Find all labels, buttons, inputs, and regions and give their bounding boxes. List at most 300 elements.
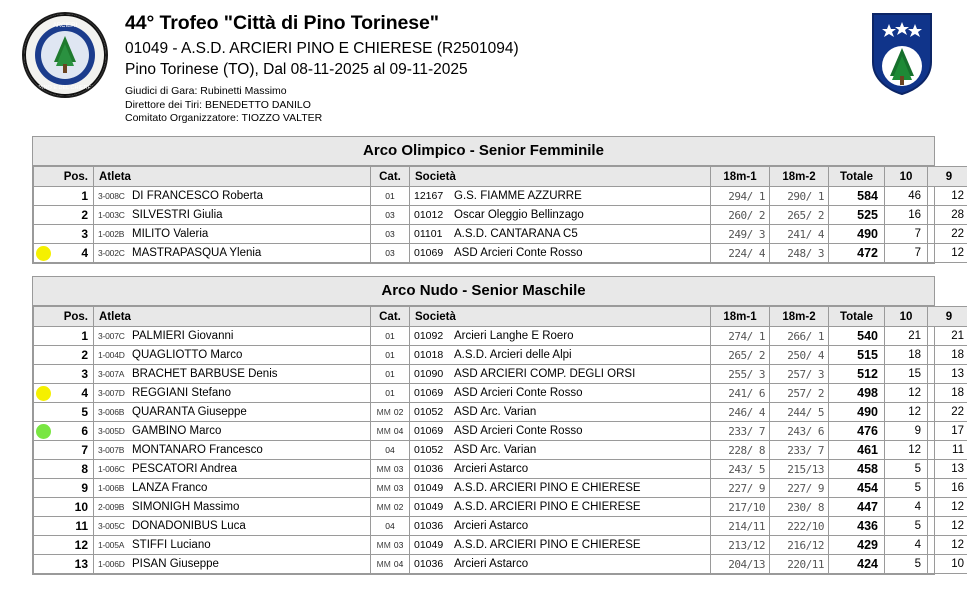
- cell-total: 512: [829, 365, 885, 384]
- societa-name: ASD Arcieri Conte Rosso: [454, 387, 583, 399]
- societa-name: ASD ARCIERI COMP. DEGLI ORSI: [454, 368, 636, 380]
- cell-atleta: [94, 225, 371, 244]
- cell-societa: [410, 536, 711, 555]
- master-flag: MM: [376, 483, 391, 493]
- cell-score-18m-2: 257/ 2: [770, 384, 829, 403]
- cell-count-9: 18: [928, 384, 967, 403]
- categoria-code: 03: [385, 210, 395, 220]
- results-table: [33, 306, 967, 574]
- cell-total: 540: [829, 327, 885, 346]
- cell-count-10: 18: [885, 346, 928, 365]
- societa-code: 01092: [414, 330, 444, 342]
- cell-categoria: [371, 403, 410, 422]
- cell-total: 490: [829, 403, 885, 422]
- cell-score-18m-1: 213/12: [711, 536, 770, 555]
- results-table: [33, 166, 967, 263]
- cell-score-18m-2: 244/ 5: [770, 403, 829, 422]
- row-marker-cell: [34, 346, 56, 365]
- section-title: Arco Olimpico - Senior Femminile: [33, 137, 934, 166]
- cell-score-18m-2: 241/ 4: [770, 225, 829, 244]
- cell-score-18m-2: 257/ 3: [770, 365, 829, 384]
- cell-count-9: 13: [928, 365, 967, 384]
- societa-name: A.S.D. ARCIERI PINO E CHIERESE: [454, 501, 641, 513]
- column-header-10: 10: [885, 307, 928, 327]
- qualified-marker-icon: [36, 246, 51, 261]
- table-row: [34, 244, 967, 263]
- cell-total: 498: [829, 384, 885, 403]
- societa-code: 01018: [414, 349, 444, 361]
- table-row: [34, 555, 967, 574]
- cell-total: 429: [829, 536, 885, 555]
- categoria-code: 03: [385, 229, 395, 239]
- cell-categoria: [371, 517, 410, 536]
- cell-total: 447: [829, 498, 885, 517]
- categoria-code: 01: [385, 331, 395, 341]
- athlete-target-code: 1-006D: [98, 559, 125, 569]
- societa-name: A.S.D. ARCIERI PINO E CHIERESE: [454, 482, 641, 494]
- cell-atleta: [94, 536, 371, 555]
- cell-score-18m-2: 290/ 1: [770, 187, 829, 206]
- cell-score-18m-2: 250/ 4: [770, 346, 829, 365]
- results-sections: [0, 136, 967, 575]
- table-row: [34, 365, 967, 384]
- table-row: [34, 403, 967, 422]
- categoria-code: 03: [393, 464, 404, 474]
- master-flag: MM: [376, 502, 391, 512]
- cell-score-18m-1: 241/ 6: [711, 384, 770, 403]
- cell-atleta: [94, 384, 371, 403]
- row-marker-cell: [34, 555, 56, 574]
- judges-line: Giudici di Gara: Rubinetti Massimo: [125, 85, 287, 97]
- athlete-name: PALMIERI Giovanni: [132, 330, 234, 342]
- column-header-18m-1: 18m-1: [711, 167, 770, 187]
- categoria-code: 02: [393, 502, 404, 512]
- cell-score-18m-2: 230/ 8: [770, 498, 829, 517]
- cell-societa: [410, 206, 711, 225]
- cell-total: 525: [829, 206, 885, 225]
- societa-name: A.S.D. Arcieri delle Alpi: [454, 349, 572, 361]
- cell-count-10: 4: [885, 498, 928, 517]
- cell-position: 10: [56, 498, 94, 517]
- cell-count-9: 12: [928, 244, 967, 263]
- column-header-9: 9: [928, 167, 967, 187]
- cell-atleta: [94, 346, 371, 365]
- cell-score-18m-1: 260/ 2: [711, 206, 770, 225]
- societa-code: 01049: [414, 539, 444, 551]
- cell-score-18m-1: 217/10: [711, 498, 770, 517]
- cell-count-10: 9: [885, 422, 928, 441]
- cell-societa: [410, 327, 711, 346]
- section-title: Arco Nudo - Senior Maschile: [33, 277, 934, 306]
- column-header-totale: Totale: [829, 307, 885, 327]
- athlete-target-code: 3-007D: [98, 388, 125, 398]
- document-header: [0, 0, 967, 136]
- athlete-name: QUARANTA Giuseppe: [132, 406, 247, 418]
- page-title: 44° Trofeo "Città di Pino Torinese": [125, 12, 439, 34]
- athlete-target-code: 1-002B: [98, 229, 125, 239]
- athlete-target-code: 3-007A: [98, 369, 125, 379]
- cell-societa: [410, 479, 711, 498]
- svg-text:ARCIERI: ARCIERI: [52, 23, 78, 29]
- cell-categoria: [371, 187, 410, 206]
- cell-score-18m-2: 216/12: [770, 536, 829, 555]
- cell-count-10: 15: [885, 365, 928, 384]
- cell-atleta: [94, 498, 371, 517]
- cell-atleta: [94, 460, 371, 479]
- athlete-name: DI FRANCESCO Roberta: [132, 190, 264, 202]
- master-flag: MM: [376, 407, 391, 417]
- column-header-cat: Cat.: [371, 167, 410, 187]
- table-row: [34, 187, 967, 206]
- athlete-target-code: 1-006C: [98, 464, 125, 474]
- cell-score-18m-2: 233/ 7: [770, 441, 829, 460]
- cell-count-9: 16: [928, 479, 967, 498]
- column-header-societa: Società: [410, 167, 711, 187]
- cell-categoria: [371, 225, 410, 244]
- categoria-code: 01: [385, 191, 395, 201]
- table-row: [34, 422, 967, 441]
- column-header-18m-2: 18m-2: [770, 167, 829, 187]
- cell-position: 13: [56, 555, 94, 574]
- cell-position: 9: [56, 479, 94, 498]
- cell-atleta: [94, 244, 371, 263]
- cell-score-18m-2: 227/ 9: [770, 479, 829, 498]
- cell-categoria: [371, 365, 410, 384]
- societa-code: 01049: [414, 501, 444, 513]
- cell-score-18m-1: 224/ 4: [711, 244, 770, 263]
- cell-count-9: 22: [928, 225, 967, 244]
- categoria-code: 04: [385, 445, 395, 455]
- athlete-name: SIMONIGH Massimo: [132, 501, 240, 513]
- athlete-name: GAMBINO Marco: [132, 425, 222, 437]
- cell-categoria: [371, 536, 410, 555]
- organizing-committee-line: Comitato Organizzatore: TIOZZO VALTER: [125, 112, 323, 124]
- categoria-code: 04: [393, 559, 404, 569]
- cell-societa: [410, 225, 711, 244]
- cell-societa: [410, 517, 711, 536]
- cell-atleta: [94, 206, 371, 225]
- header-marker-cell: [34, 307, 56, 327]
- cell-categoria: [371, 327, 410, 346]
- cell-atleta: [94, 555, 371, 574]
- societa-code: 01052: [414, 444, 444, 456]
- athlete-name: STIFFI Luciano: [132, 539, 211, 551]
- athlete-target-code: 1-005A: [98, 540, 125, 550]
- row-marker-cell: [34, 384, 56, 403]
- table-header-row: [34, 167, 967, 187]
- cell-count-9: 12: [928, 498, 967, 517]
- categoria-code: 04: [393, 426, 404, 436]
- athlete-name: LANZA Franco: [132, 482, 208, 494]
- column-header-18m-1: 18m-1: [711, 307, 770, 327]
- column-header-totale: Totale: [829, 167, 885, 187]
- row-marker-cell: [34, 441, 56, 460]
- cell-count-10: 5: [885, 555, 928, 574]
- athlete-target-code: 1-006B: [98, 483, 125, 493]
- societa-name: Arcieri Astarco: [454, 463, 529, 475]
- cell-score-18m-1: 249/ 3: [711, 225, 770, 244]
- row-marker-cell: [34, 517, 56, 536]
- cell-societa: [410, 365, 711, 384]
- cell-societa: [410, 555, 711, 574]
- cell-position: 3: [56, 225, 94, 244]
- cell-position: 4: [56, 244, 94, 263]
- cell-count-10: 12: [885, 441, 928, 460]
- societa-name: Oscar Oleggio Bellinzago: [454, 209, 584, 221]
- table-row: [34, 479, 967, 498]
- cell-societa: [410, 244, 711, 263]
- cell-position: 1: [56, 327, 94, 346]
- row-marker-cell: [34, 327, 56, 346]
- row-marker-cell: [34, 536, 56, 555]
- athlete-name: MASTRAPASQUA Ylenia: [132, 247, 262, 259]
- categoria-code: 01: [385, 350, 395, 360]
- cell-total: 454: [829, 479, 885, 498]
- societa-code: 01052: [414, 406, 444, 418]
- cell-categoria: [371, 206, 410, 225]
- cell-total: 472: [829, 244, 885, 263]
- table-row: [34, 498, 967, 517]
- societa-name: Arcieri Langhe E Roero: [454, 330, 574, 342]
- cell-total: 490: [829, 225, 885, 244]
- cell-score-18m-1: 228/ 8: [711, 441, 770, 460]
- cell-count-10: 21: [885, 327, 928, 346]
- societa-name: ASD Arc. Varian: [454, 406, 537, 418]
- athlete-name: MONTANARO Francesco: [132, 444, 263, 456]
- cell-atleta: [94, 187, 371, 206]
- row-marker-cell: [34, 244, 56, 263]
- athlete-name: QUAGLIOTTO Marco: [132, 349, 243, 361]
- table-row: [34, 536, 967, 555]
- cell-count-10: 46: [885, 187, 928, 206]
- master-flag: MM: [376, 464, 391, 474]
- cell-categoria: [371, 555, 410, 574]
- cell-score-18m-1: 255/ 3: [711, 365, 770, 384]
- cell-count-9: 18: [928, 346, 967, 365]
- societa-name: Arcieri Astarco: [454, 558, 529, 570]
- athlete-name: REGGIANI Stefano: [132, 387, 232, 399]
- cell-total: 458: [829, 460, 885, 479]
- societa-code: 01069: [414, 425, 444, 437]
- cell-count-10: 12: [885, 403, 928, 422]
- societa-code: 12167: [414, 190, 444, 202]
- cell-atleta: [94, 327, 371, 346]
- cell-categoria: [371, 479, 410, 498]
- table-header-row: [34, 307, 967, 327]
- column-header-societa: Società: [410, 307, 711, 327]
- row-marker-cell: [34, 365, 56, 384]
- qualified-marker-icon: [36, 424, 51, 439]
- row-marker-cell: [34, 422, 56, 441]
- cell-total: 515: [829, 346, 885, 365]
- header-marker-cell: [34, 167, 56, 187]
- athlete-target-code: 3-005D: [98, 426, 125, 436]
- cell-count-10: 5: [885, 517, 928, 536]
- cell-atleta: [94, 422, 371, 441]
- table-row: [34, 441, 967, 460]
- cell-count-9: 12: [928, 187, 967, 206]
- table-row: [34, 206, 967, 225]
- table-row: [34, 327, 967, 346]
- athlete-target-code: 2-009B: [98, 502, 125, 512]
- cell-count-10: 5: [885, 460, 928, 479]
- cell-atleta: [94, 365, 371, 384]
- cell-score-18m-1: 265/ 2: [711, 346, 770, 365]
- athlete-name: MILITO Valeria: [132, 228, 209, 240]
- cell-categoria: [371, 346, 410, 365]
- cell-societa: [410, 460, 711, 479]
- cell-count-10: 5: [885, 479, 928, 498]
- cell-societa: [410, 187, 711, 206]
- categoria-code: 03: [393, 483, 404, 493]
- column-header-atleta: Atleta: [94, 307, 371, 327]
- societa-name: G.S. FIAMME AZZURRE: [454, 190, 582, 202]
- cell-societa: [410, 498, 711, 517]
- societa-code: 01036: [414, 558, 444, 570]
- cell-count-10: 16: [885, 206, 928, 225]
- societa-code: 01069: [414, 247, 444, 259]
- athlete-target-code: 3-008C: [98, 191, 125, 201]
- cell-atleta: [94, 479, 371, 498]
- shooting-director-line: Direttore dei Tiri: BENEDETTO DANILO: [125, 98, 311, 111]
- row-marker-cell: [34, 403, 56, 422]
- cell-score-18m-2: 222/10: [770, 517, 829, 536]
- qualified-marker-icon: [36, 386, 51, 401]
- svg-text:DI PINO E DEL CHIERESE: DI PINO E DEL CHIERESE: [31, 85, 99, 91]
- societa-name: ASD Arcieri Conte Rosso: [454, 425, 583, 437]
- societa-code: 01101: [414, 228, 443, 240]
- athlete-name: BRACHET BARBUSE Denis: [132, 368, 278, 380]
- cell-score-18m-1: 274/ 1: [711, 327, 770, 346]
- table-row: [34, 346, 967, 365]
- athlete-name: PESCATORI Andrea: [132, 463, 238, 475]
- categoria-code: 04: [385, 521, 395, 531]
- athlete-target-code: 1-003C: [98, 210, 125, 220]
- cell-total: 584: [829, 187, 885, 206]
- location-date-line: Pino Torinese (TO), Dal 08-11-2025 al 09-11-2025: [125, 61, 468, 78]
- cell-atleta: [94, 517, 371, 536]
- athlete-target-code: 3-006B: [98, 407, 125, 417]
- cell-count-9: 17: [928, 422, 967, 441]
- cell-score-18m-2: 266/ 1: [770, 327, 829, 346]
- cell-count-10: 4: [885, 536, 928, 555]
- categoria-code: 03: [385, 248, 395, 258]
- societa-name: ASD Arcieri Conte Rosso: [454, 247, 583, 259]
- cell-atleta: [94, 403, 371, 422]
- cell-societa: [410, 422, 711, 441]
- column-header-atleta: Atleta: [94, 167, 371, 187]
- results-section: [32, 136, 964, 264]
- cell-position: 1: [56, 187, 94, 206]
- cell-score-18m-1: 243/ 5: [711, 460, 770, 479]
- cell-score-18m-1: 214/11: [711, 517, 770, 536]
- societa-code: 01036: [414, 463, 444, 475]
- cell-count-9: 11: [928, 441, 967, 460]
- societa-name: ASD Arc. Varian: [454, 444, 537, 456]
- master-flag: MM: [376, 426, 391, 436]
- cell-total: 436: [829, 517, 885, 536]
- categoria-code: 01: [385, 369, 395, 379]
- table-row: [34, 460, 967, 479]
- comune-crest-icon: [867, 10, 937, 96]
- societa-name: A.S.D. CANTARANA C5: [454, 228, 578, 240]
- table-row: [34, 225, 967, 244]
- cell-score-18m-1: 294/ 1: [711, 187, 770, 206]
- athlete-name: SILVESTRI Giulia: [132, 209, 223, 221]
- societa-code: 01069: [414, 387, 444, 399]
- column-header-9: 9: [928, 307, 967, 327]
- cell-categoria: [371, 422, 410, 441]
- cell-position: 7: [56, 441, 94, 460]
- cell-societa: [410, 384, 711, 403]
- column-header-10: 10: [885, 167, 928, 187]
- athlete-name: PISAN Giuseppe: [132, 558, 219, 570]
- cell-position: 12: [56, 536, 94, 555]
- cell-position: 5: [56, 403, 94, 422]
- societa-code: 01090: [414, 368, 444, 380]
- results-section: [32, 276, 964, 575]
- master-flag: MM: [376, 559, 391, 569]
- athlete-name: DONADONIBUS Luca: [132, 520, 246, 532]
- cell-categoria: [371, 441, 410, 460]
- cell-count-9: 13: [928, 460, 967, 479]
- cell-score-18m-2: 243/ 6: [770, 422, 829, 441]
- organizer-line: 01049 - A.S.D. ARCIERI PINO E CHIERESE (R2501094): [125, 40, 519, 57]
- cell-score-18m-1: 204/13: [711, 555, 770, 574]
- athlete-target-code: 3-007C: [98, 331, 125, 341]
- row-marker-cell: [34, 187, 56, 206]
- row-marker-cell: [34, 460, 56, 479]
- cell-count-10: 7: [885, 244, 928, 263]
- cell-score-18m-2: 220/11: [770, 555, 829, 574]
- column-header-pos: Pos.: [56, 307, 94, 327]
- table-row: [34, 384, 967, 403]
- column-header-cat: Cat.: [371, 307, 410, 327]
- societa-name: Arcieri Astarco: [454, 520, 529, 532]
- arcieri-club-logo-icon: [22, 12, 108, 98]
- row-marker-cell: [34, 225, 56, 244]
- societa-code: 01012: [414, 209, 444, 221]
- athlete-target-code: 1-004D: [98, 350, 125, 360]
- cell-position: 3: [56, 365, 94, 384]
- athlete-target-code: 3-002C: [98, 248, 125, 258]
- row-marker-cell: [34, 479, 56, 498]
- cell-position: 4: [56, 384, 94, 403]
- cell-societa: [410, 346, 711, 365]
- table-row: [34, 517, 967, 536]
- cell-position: 2: [56, 346, 94, 365]
- cell-total: 461: [829, 441, 885, 460]
- societa-code: 01036: [414, 520, 444, 532]
- cell-count-9: 22: [928, 403, 967, 422]
- cell-count-9: 21: [928, 327, 967, 346]
- cell-score-18m-2: 215/13: [770, 460, 829, 479]
- cell-atleta: [94, 441, 371, 460]
- master-flag: MM: [376, 540, 391, 550]
- cell-position: 11: [56, 517, 94, 536]
- categoria-code: 01: [385, 388, 395, 398]
- cell-categoria: [371, 460, 410, 479]
- row-marker-cell: [34, 206, 56, 225]
- cell-categoria: [371, 384, 410, 403]
- cell-score-18m-1: 246/ 4: [711, 403, 770, 422]
- cell-score-18m-2: 265/ 2: [770, 206, 829, 225]
- cell-score-18m-1: 233/ 7: [711, 422, 770, 441]
- cell-count-9: 10: [928, 555, 967, 574]
- athlete-target-code: 3-005C: [98, 521, 125, 531]
- row-marker-cell: [34, 498, 56, 517]
- column-header-pos: Pos.: [56, 167, 94, 187]
